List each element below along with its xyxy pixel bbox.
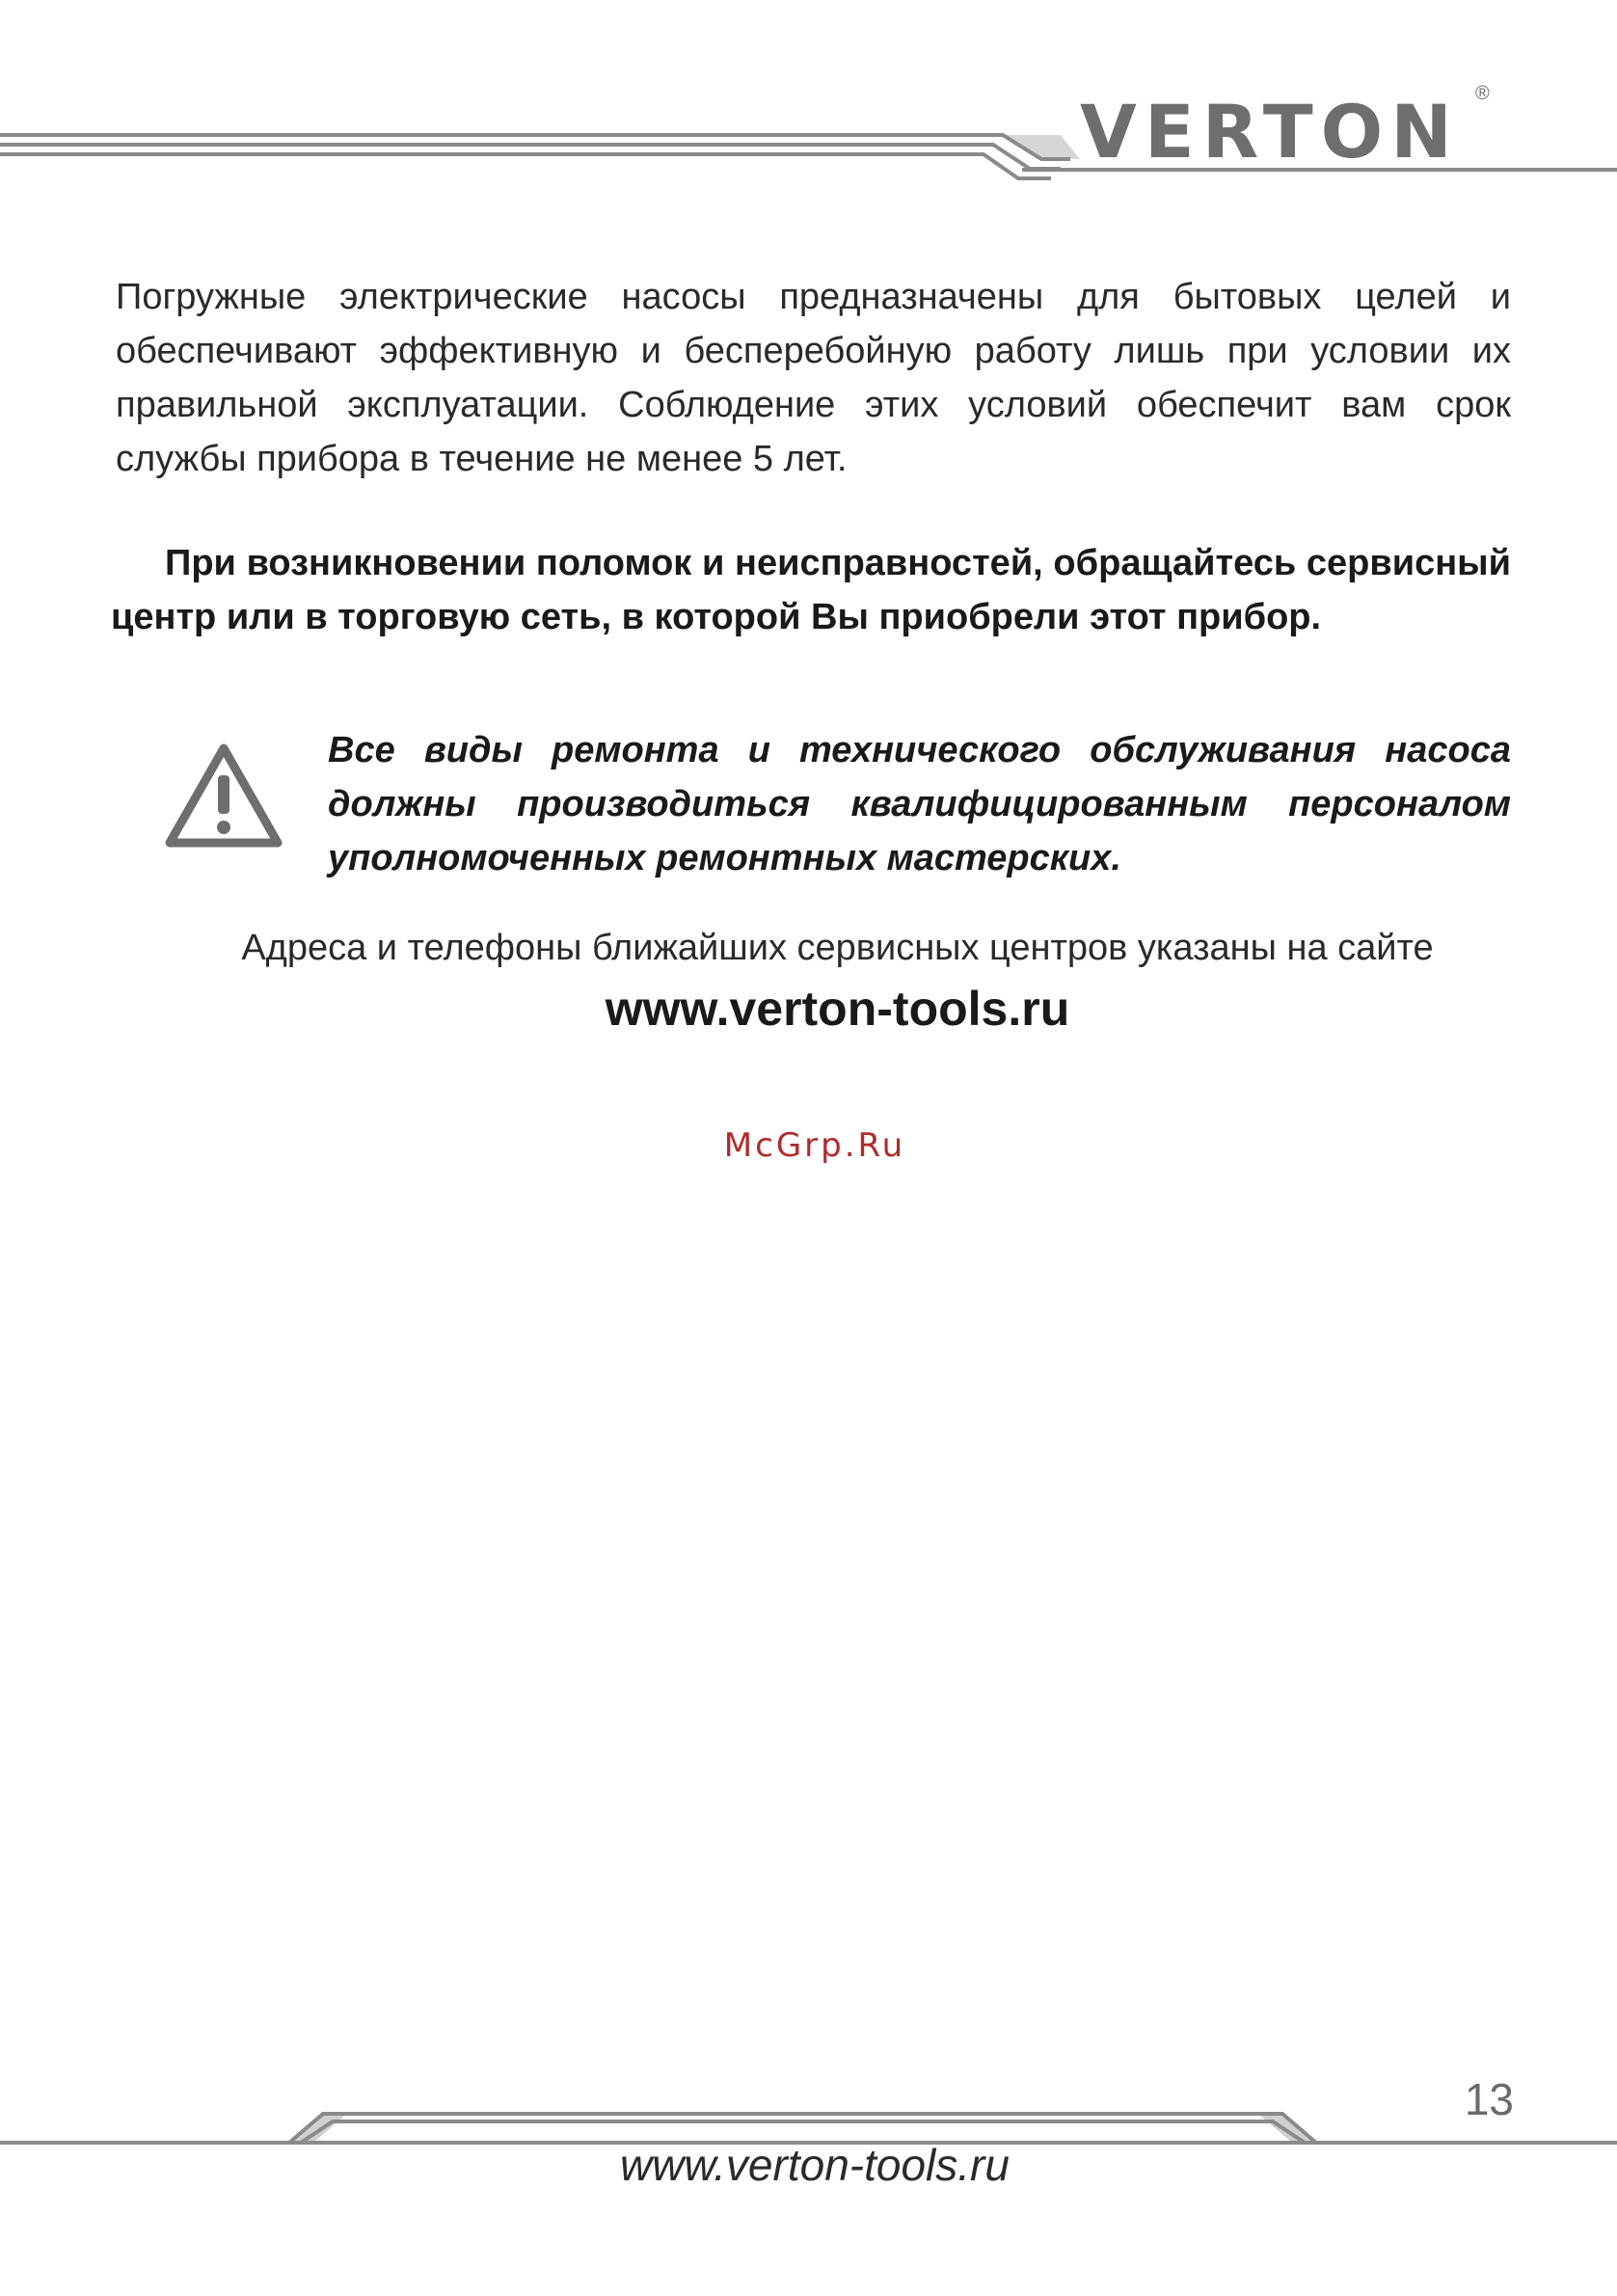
warning-triangle-icon	[164, 743, 283, 849]
intro-paragraph: Погружные электрические насосы предназначены для бытовых целей и обеспечивают эффективную и бесперебойную работу лишь при условии их правильной эксплуатации. Соблюдение этих условий обеспечит вам срок службы прибора в течение не менее 5 лет.	[116, 277, 1511, 479]
warning-block	[164, 723, 1511, 897]
footer-website[interactable]: www.verton-tools.ru	[620, 2140, 1010, 2190]
service-paragraph: При возникновении поломок и неисправностей, обращайтесь сервисный центр или в торговую сеть, в которой Вы приобрели этот прибор.	[111, 543, 1511, 637]
warning-text: Все виды ремонта и технического обслуживания насоса должны производиться квалифицированным персоналом уполномоченных ремонтных мастерских.	[328, 730, 1511, 878]
service-address-line: Адреса и телефоны ближайших сервисных центров указаны на сайте	[241, 928, 1434, 968]
registered-mark: ®	[1475, 83, 1490, 104]
brand-logo	[1080, 83, 1490, 176]
website-link[interactable]: www.verton-tools.ru	[605, 982, 1070, 1036]
page-number: 13	[1464, 2074, 1514, 2124]
brand-logo-text: VERTON	[1080, 89, 1460, 175]
watermark: McGrp.Ru	[723, 1126, 906, 1165]
